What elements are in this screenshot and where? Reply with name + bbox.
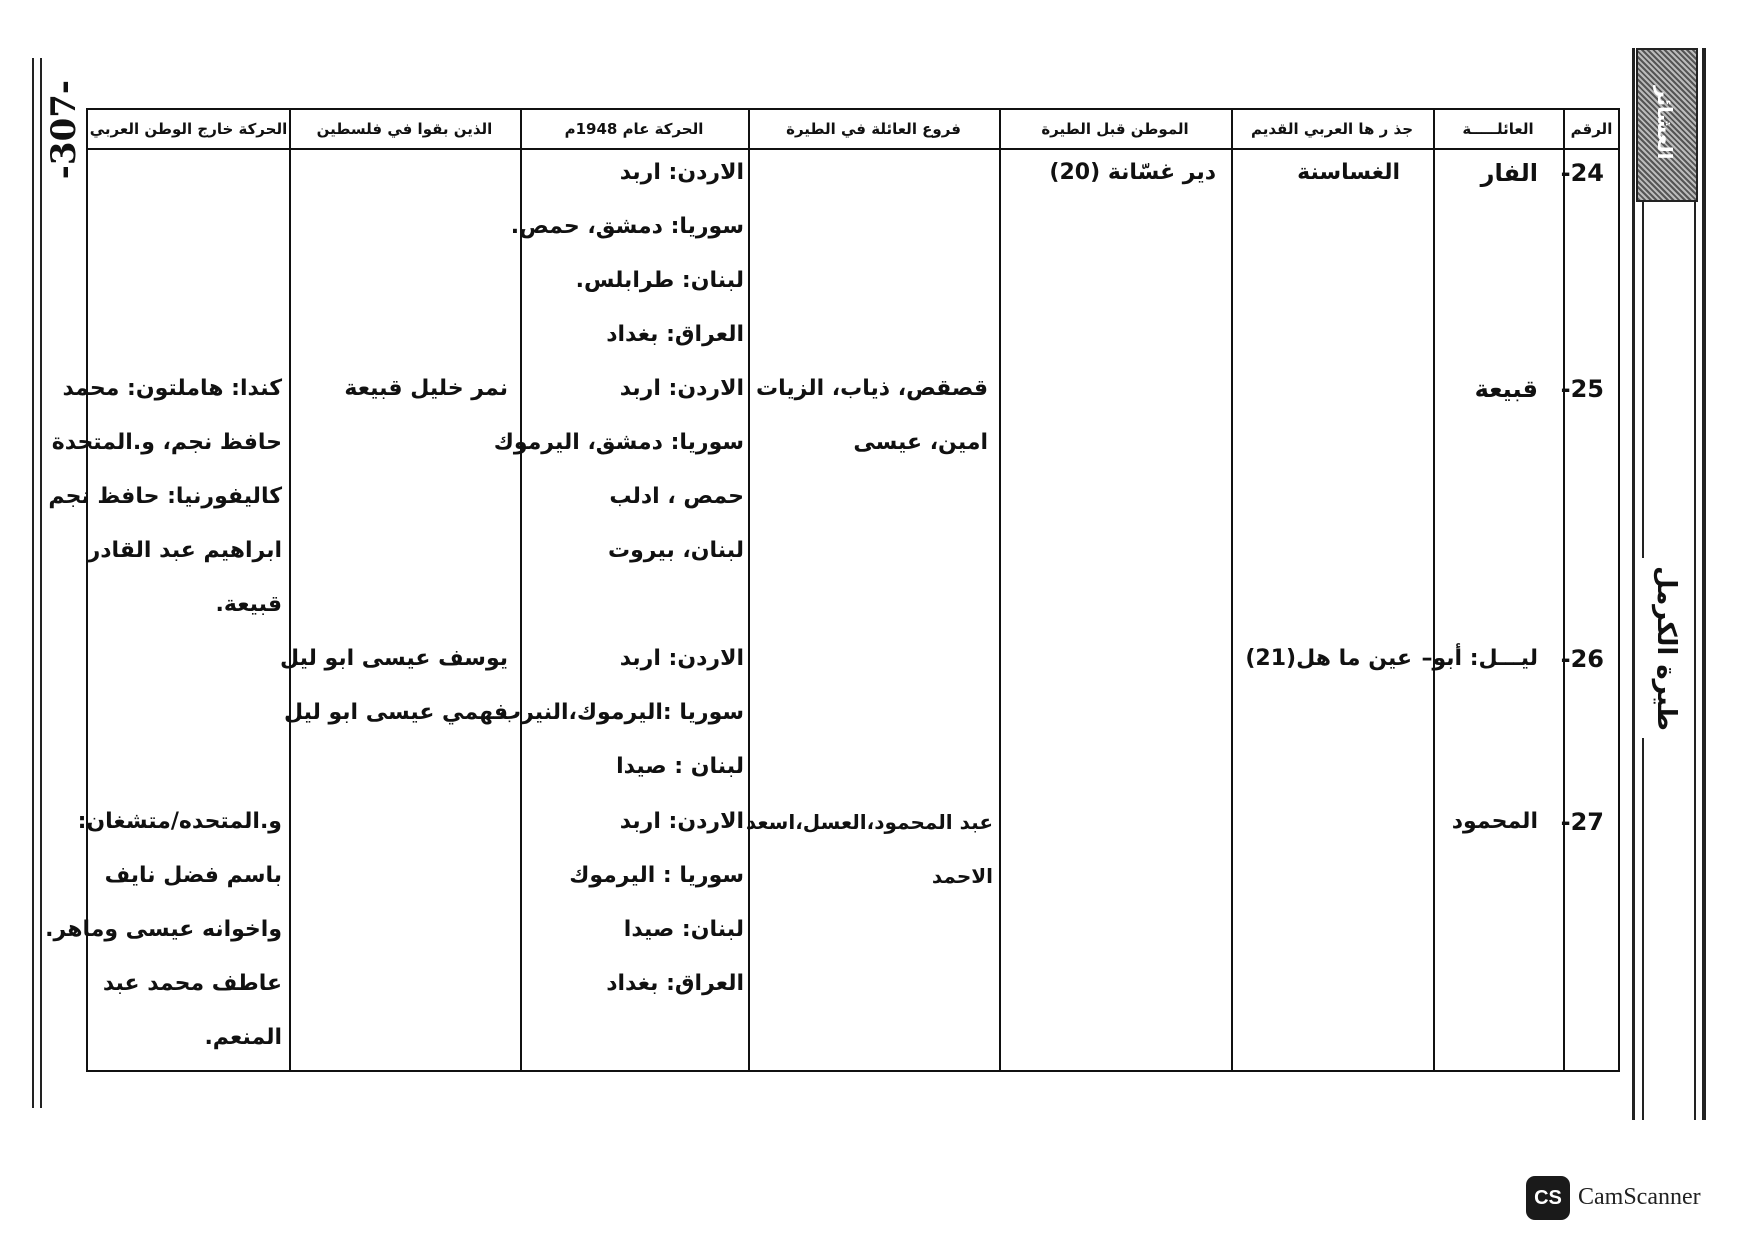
side-title: طيرة الكرمل [1638,558,1694,738]
family-name: المحمود [1451,809,1538,834]
row-number: 25- [1560,375,1604,403]
movement-entry: الاردن: اربد [619,160,744,185]
movement-entry: لبنان : صيدا [616,754,744,779]
movement-entry: حمص ، ادلب [609,484,744,509]
row-number: 24- [1560,159,1604,187]
movement-entry: الاردن: اربد [619,809,744,834]
header-family: العائلـــــة [1462,120,1534,138]
branch-entry: عبد المحمود،العسل،اسعد [745,810,993,834]
column-divider [1563,110,1565,1070]
movement-entry: سوريا: دمشق، حمص. [510,214,744,239]
abroad-entry: ابراهيم عبد القادر [87,538,282,563]
abroad-entry: باسم فضل نايف [104,863,282,888]
column-divider [1231,110,1233,1070]
family-root: عين ما هل(21) [1245,646,1412,671]
header-branches: فروع العائلة في الطيرة [786,120,961,138]
row-number: 26- [1560,645,1604,673]
branches-list [746,795,993,903]
family-name: الفار [1480,159,1538,187]
abroad-entry: كاليفورنيا: حافظ نجم [48,484,282,509]
movement-entry: سوريا :اليرموك،النيرب [498,700,744,725]
abroad-entry: كندا: هاملتون: محمد [62,376,282,401]
branch-entry: امين، عيسى [853,430,988,455]
abroad-list [45,795,282,1065]
family-origin: دير غسّانة (20) [1049,160,1216,185]
abroad-list [48,362,282,632]
page-edge-lines [32,58,42,1108]
movement-entry: سوريا: دمشق، اليرموك [493,430,744,455]
abroad-entry: حافظ نجم، و.المتحدة [51,430,282,455]
header-remained: الذين بقوا في فلسطين [316,120,493,138]
header-movement-1948: الحركة عام 1948م [564,120,704,138]
abroad-entry: قبيعة. [215,592,282,617]
chapter-logo-text: العشائر [1653,86,1677,160]
remained-entry: يوسف عيسى ابو ليل [280,646,508,671]
family-name: ليـــل: أبو– [1421,646,1538,671]
page-number: -307- [44,80,84,180]
branch-entry: الاحمد [931,864,993,888]
header-number: الرقم [1570,120,1613,138]
abroad-entry: واخوانه عيسى وماهر. [45,917,282,942]
movement-entry: الاردن: اربد [619,646,744,671]
movement-list [569,795,744,1011]
table-header-row [88,110,1618,150]
remained-list [344,362,508,416]
movement-list [499,632,744,794]
remained-entry: فهمي عيسى ابو ليل [283,700,508,725]
movement-entry: العراق: بغداد [606,971,744,996]
abroad-entry: المنعم. [204,1025,282,1050]
abroad-entry: و.المتحده/متشغان: [77,809,282,834]
camscanner-label: CamScanner [1578,1184,1701,1210]
header-origin: الموطن قبل الطيرة [1041,120,1189,138]
column-divider [289,110,291,1070]
movement-entry: لبنان: صيدا [623,917,744,942]
book-side-band [1628,48,1708,1120]
header-abroad: الحركة خارج الوطن العربي [89,120,288,138]
movement-entry: سوريا : اليرموك [569,863,744,888]
movement-entry: لبنان، بيروت [608,538,744,563]
column-divider [1433,110,1435,1070]
remained-list [280,632,508,740]
branches-list [756,362,988,470]
family-root: الغساسنة [1297,160,1400,185]
movement-list [494,362,744,578]
column-divider [999,110,1001,1070]
camscanner-icon: CS [1526,1176,1570,1220]
abroad-entry: عاطف محمد عبد [102,971,282,996]
branch-entry: قصقص، ذياب، الزيات [756,376,988,401]
movement-list [511,146,744,362]
movement-entry: الاردن: اربد [619,376,744,401]
row-number: 27- [1560,808,1604,836]
family-name: قبيعة [1474,375,1538,403]
column-divider [748,110,750,1070]
movement-entry: العراق: بغداد [606,322,744,347]
header-root: جذ ر ها العربي القديم [1250,120,1414,138]
remained-entry: نمر خليل قبيعة [344,376,508,401]
movement-entry: لبنان: طرابلس. [575,268,744,293]
